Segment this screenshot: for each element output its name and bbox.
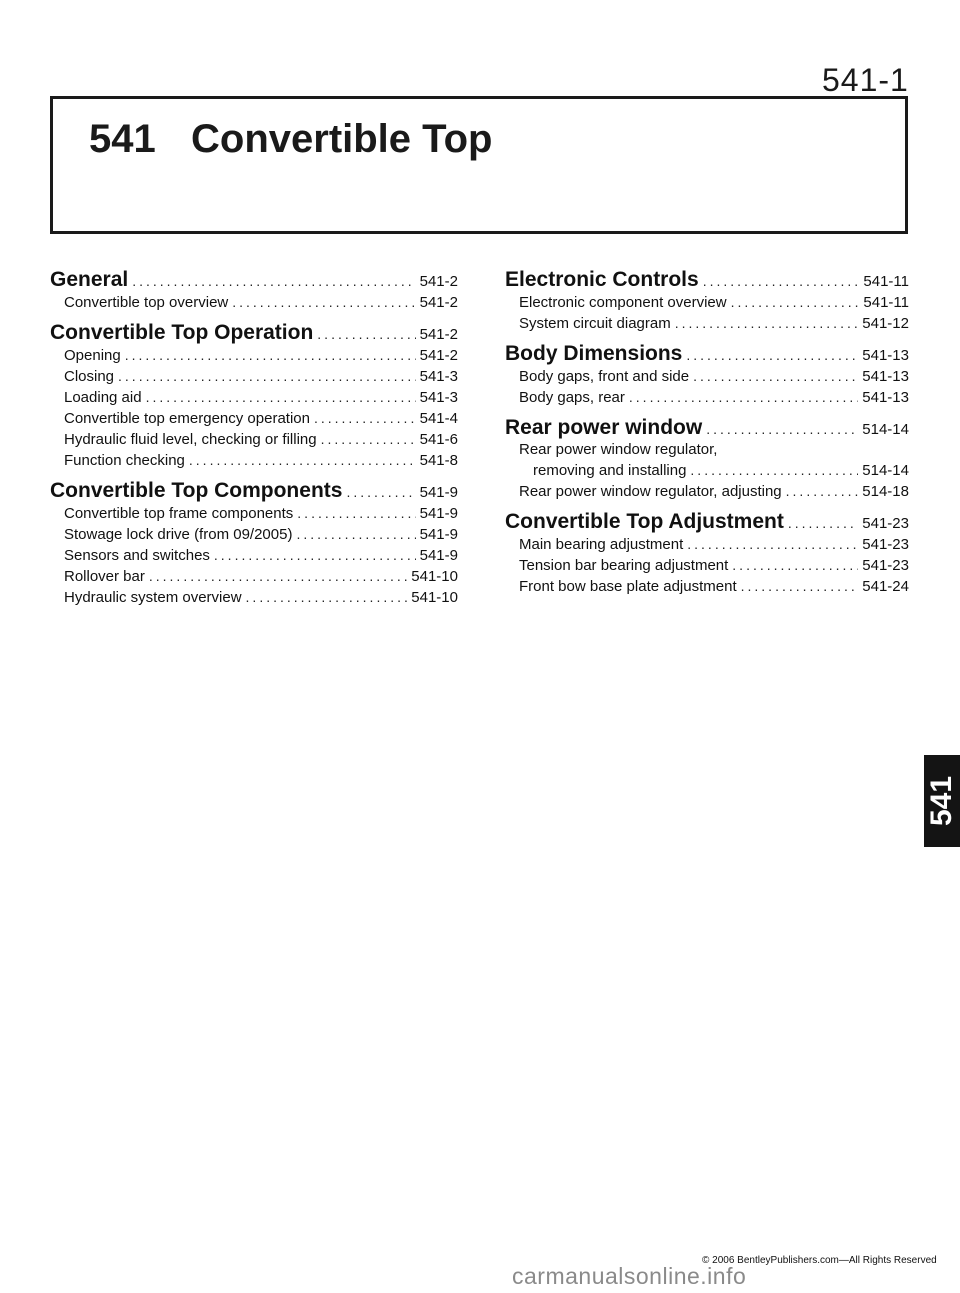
copyright-notice: © 2006 BentleyPublishers.com—All Rights Reserved <box>702 1255 937 1266</box>
toc-section-heading <box>505 342 909 366</box>
toc-section-heading <box>50 321 458 345</box>
toc-page-ref: 541-11 <box>863 273 909 290</box>
toc-item-label: Electronic component overview <box>519 294 727 311</box>
dot-leader <box>686 347 858 363</box>
toc-page-ref: 541-10 <box>411 568 458 585</box>
toc-item <box>519 387 909 408</box>
toc-page-ref: 541-11 <box>863 294 909 311</box>
toc-page-ref: 541-9 <box>419 505 458 522</box>
toc-item-label: Function checking <box>64 452 185 469</box>
toc-item-line: Rear power window regulator, <box>519 441 718 458</box>
toc-page-ref: 541-13 <box>862 389 909 406</box>
toc-item <box>519 534 909 555</box>
toc-item <box>519 366 909 387</box>
toc-item-label: System circuit diagram <box>519 315 671 332</box>
toc-page-ref: 541-3 <box>419 389 458 406</box>
dot-leader <box>703 273 860 289</box>
toc-section-label: Rear power window <box>505 416 703 439</box>
toc-page-ref: 541-9 <box>419 547 458 564</box>
toc-item <box>64 387 458 408</box>
toc-page-ref: 541-24 <box>862 578 909 595</box>
chapter-title-box <box>50 96 908 234</box>
toc-page-ref: 541-13 <box>862 368 909 385</box>
toc-item <box>64 566 458 587</box>
dot-leader <box>687 534 858 554</box>
toc-item-label: Hydraulic system overview <box>64 589 242 606</box>
dot-leader <box>214 545 416 565</box>
toc-item-label: Closing <box>64 368 115 385</box>
toc-page-ref: 541-2 <box>419 347 458 364</box>
toc-section-heading <box>50 479 458 503</box>
toc-item-label: Sensors and switches <box>64 547 210 564</box>
toc-section-label: Convertible Top Operation <box>50 321 314 344</box>
dot-leader <box>629 387 858 407</box>
toc-item-label: Rear power window regulator, adjusting <box>519 483 782 500</box>
toc-item <box>64 545 458 566</box>
toc-section-label: General <box>50 268 129 291</box>
chapter-number: 541 <box>89 117 156 161</box>
toc-item <box>64 429 458 450</box>
toc-item <box>519 555 909 576</box>
toc-item <box>64 366 458 387</box>
toc-item-label: Convertible top emergency operation <box>64 410 310 427</box>
dot-leader <box>149 566 407 586</box>
toc-page-ref: 541-3 <box>419 368 458 385</box>
toc-item-label: Loading aid <box>64 389 142 406</box>
toc-page-ref: 541-9 <box>419 484 458 501</box>
toc-page-ref: 541-4 <box>419 410 458 427</box>
toc-item <box>519 292 909 313</box>
toc-item-label: Tension bar bearing adjustment <box>519 557 729 574</box>
dot-leader <box>693 366 858 386</box>
toc-item <box>533 460 909 481</box>
toc-item-label: Body gaps, rear <box>519 389 625 406</box>
toc-item <box>519 481 909 502</box>
toc-item <box>64 450 458 471</box>
toc-page-ref: 541-2 <box>419 326 458 343</box>
toc-section-label: Convertible Top Components <box>50 479 343 502</box>
toc-section-heading <box>50 268 458 292</box>
toc-page-ref: 541-2 <box>419 294 458 311</box>
toc-item-label: Opening <box>64 347 121 364</box>
toc-item <box>64 408 458 429</box>
toc-section-label: Convertible Top Adjustment <box>505 510 784 533</box>
toc-section-heading <box>505 416 909 440</box>
dot-leader <box>296 524 415 544</box>
toc-page-ref: 541-23 <box>862 557 909 574</box>
chapter-tab-marker <box>924 755 960 847</box>
toc-page-ref: 541-2 <box>419 273 458 290</box>
dot-leader <box>690 460 858 480</box>
toc-section-heading <box>505 510 909 534</box>
chapter-title: Convertible Top <box>191 117 493 161</box>
toc-section-heading <box>505 268 909 292</box>
toc-section-label: Body Dimensions <box>505 342 683 365</box>
dot-leader <box>321 429 416 449</box>
toc-page-ref: 541-13 <box>862 347 909 364</box>
dot-leader <box>297 503 415 523</box>
toc-item-label: Stowage lock drive (from 09/2005) <box>64 526 293 543</box>
toc-item <box>64 587 458 608</box>
dot-leader <box>314 408 416 428</box>
chapter-tab-label: 541 <box>925 775 958 827</box>
toc-section-label: Electronic Controls <box>505 268 699 291</box>
toc-page-ref: 541-8 <box>419 452 458 469</box>
toc-page-ref: 514-18 <box>862 483 909 500</box>
toc-item <box>64 292 458 313</box>
page-number: 541-1 <box>822 62 909 98</box>
dot-leader <box>146 387 416 407</box>
dot-leader <box>317 326 415 342</box>
dot-leader <box>232 292 415 312</box>
toc-left-column <box>50 268 458 608</box>
toc-item-label: Rollover bar <box>64 568 145 585</box>
dot-leader <box>732 555 858 575</box>
toc-page-ref: 541-23 <box>862 536 909 553</box>
dot-leader <box>118 366 416 386</box>
toc-right-column <box>505 268 909 597</box>
toc-item-label: Main bearing adjustment <box>519 536 684 553</box>
toc-page-ref: 541-10 <box>411 589 458 606</box>
toc-item <box>519 313 909 334</box>
dot-leader <box>731 292 860 312</box>
toc-page-ref: 541-23 <box>862 515 909 532</box>
toc-item-label: Convertible top frame components <box>64 505 294 522</box>
dot-leader <box>741 576 859 596</box>
toc-page-ref: 514-14 <box>862 421 909 438</box>
dot-leader <box>246 587 408 607</box>
dot-leader <box>706 421 858 437</box>
dot-leader <box>125 345 416 365</box>
toc-item-label: Convertible top overview <box>64 294 229 311</box>
toc-item <box>64 345 458 366</box>
toc-item <box>64 503 458 524</box>
toc-item-label: removing and installing <box>533 462 687 479</box>
dot-leader <box>346 484 415 500</box>
toc-item-label: Front bow base plate adjustment <box>519 578 737 595</box>
dot-leader <box>189 450 416 470</box>
toc-page-ref: 514-14 <box>862 462 909 479</box>
dot-leader <box>788 515 858 531</box>
dot-leader <box>132 273 415 289</box>
toc-item-label: Body gaps, front and side <box>519 368 690 385</box>
toc-item <box>64 524 458 545</box>
toc-page-ref: 541-9 <box>419 526 458 543</box>
toc-item <box>519 576 909 597</box>
watermark: carmanualsonline.info <box>512 1263 747 1289</box>
dot-leader <box>675 313 859 333</box>
toc-item-label: Hydraulic fluid level, checking or filling <box>64 431 317 448</box>
toc-page-ref: 541-6 <box>419 431 458 448</box>
dot-leader <box>786 481 859 501</box>
toc-page-ref: 541-12 <box>862 315 909 332</box>
